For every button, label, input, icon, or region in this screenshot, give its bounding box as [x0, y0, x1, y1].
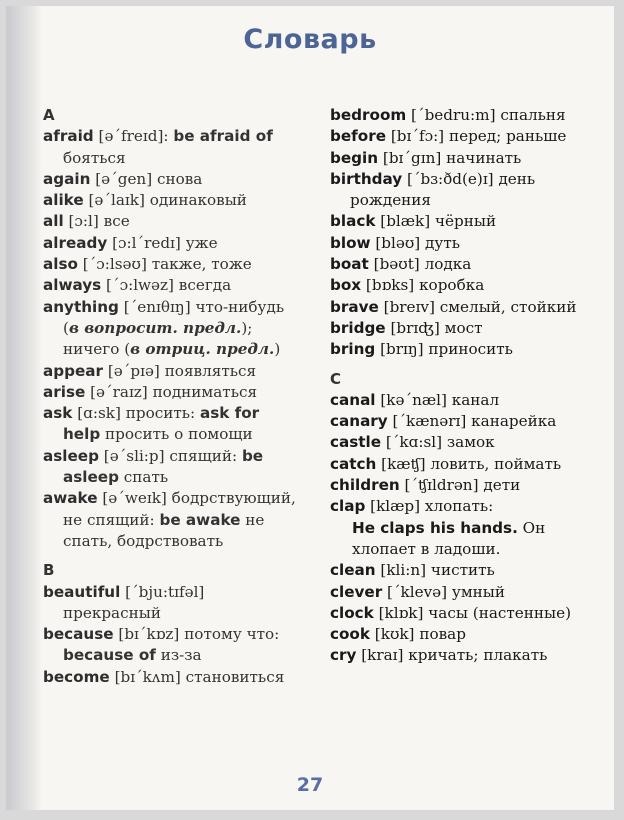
translation: потому что:	[184, 625, 280, 644]
pronunciation: [əˊraɪz]	[85, 382, 153, 401]
headword: blow	[330, 233, 371, 252]
dictionary-entry	[43, 488, 301, 552]
pronunciation: [ˊbedru:m]	[406, 106, 501, 124]
headword: clever	[330, 582, 383, 601]
headword: black	[330, 212, 376, 231]
pronunciation: [əˊfreɪd]:	[93, 127, 174, 146]
dictionary-entry	[43, 582, 301, 625]
dictionary-entry	[330, 148, 602, 169]
translation: чистить	[430, 561, 495, 580]
pronunciation: [kli:n]	[375, 561, 431, 580]
dictionary-entry	[43, 667, 301, 688]
dictionary-entry	[43, 624, 301, 667]
translation: замок	[446, 433, 495, 452]
pronunciation: [ˊbju:tɪfəl]	[120, 582, 205, 601]
dictionary-entry	[43, 211, 301, 232]
pronunciation: [əˊgen]	[90, 169, 157, 188]
headword: arise	[43, 382, 86, 401]
pronunciation: [klɒk]	[373, 603, 429, 622]
usage-example	[330, 518, 602, 561]
headword: awake	[43, 489, 98, 508]
pronunciation: [klæp]	[365, 497, 425, 516]
dictionary-entry	[330, 339, 602, 360]
translation: одинаковый	[149, 191, 247, 210]
translation: ловить, поймать	[430, 454, 562, 473]
pronunciation: [kæʧ]	[376, 454, 431, 473]
translation: появляться	[164, 361, 257, 380]
dictionary-entry	[43, 190, 301, 211]
pronunciation: [bɪˊfɔ:]	[386, 127, 449, 146]
pronunciation: [brɪŋ]	[375, 340, 429, 359]
headword: canary	[330, 412, 388, 431]
dictionary-entry	[330, 390, 602, 411]
headword: because	[43, 625, 114, 644]
page-title: Словарь	[243, 24, 377, 55]
translation: ); ничего (	[63, 318, 253, 359]
translation: канарейка	[471, 412, 557, 431]
dictionary-entry	[330, 624, 602, 645]
pronunciation: [bɪˊgɪn]	[378, 148, 447, 167]
dictionary-entry	[330, 496, 602, 517]
translation: спать	[118, 468, 169, 487]
translation: всегда	[178, 276, 232, 295]
translation: )	[274, 340, 281, 359]
pronunciation: [ɔ:l]	[63, 212, 104, 231]
dictionary-entry	[330, 297, 602, 318]
translation: мост	[444, 318, 483, 337]
pronunciation: [bəʊt]	[368, 255, 425, 274]
dictionary-entry	[330, 318, 602, 339]
translation: умный	[451, 582, 506, 601]
translation: уже	[185, 233, 218, 252]
dictionary-entry	[330, 645, 602, 666]
translation: часы (настенные)	[428, 603, 572, 622]
headword: castle	[330, 433, 382, 452]
headword: also	[43, 255, 78, 274]
dictionary-entry	[330, 475, 602, 496]
pronunciation: [ˊklevə]	[382, 582, 452, 601]
headword: brave	[330, 297, 379, 316]
translation: не спать, бодрствовать	[63, 510, 265, 550]
translation: начинать	[446, 148, 522, 167]
pronunciation: [blæk]	[375, 212, 436, 231]
pronunciation: [bɒks]	[361, 276, 420, 295]
headword: cry	[330, 646, 357, 665]
translation: канал	[451, 390, 500, 409]
dictionary-entry	[330, 169, 602, 212]
pronunciation: [kʊk]	[369, 625, 420, 644]
translation: смелый, стойкий	[439, 297, 577, 316]
usage-note: в отриц. предл.	[130, 340, 275, 359]
headword: children	[330, 476, 400, 495]
dictionary-entry	[330, 233, 602, 254]
headword: beautiful	[43, 582, 121, 601]
usage-note: в вопросит. предл.	[68, 318, 242, 337]
translation: хлопать:	[424, 497, 494, 516]
headword: clock	[330, 603, 374, 622]
headword: bridge	[330, 318, 386, 337]
headword: anything	[43, 297, 119, 316]
headword: alike	[43, 191, 84, 210]
dictionary-entry	[330, 560, 602, 581]
pronunciation: [əˊsli:p]	[98, 446, 170, 465]
headword: bring	[330, 340, 376, 359]
dictionary-entry	[330, 254, 602, 275]
headword: before	[330, 127, 387, 146]
pronunciation: [ɑ:sk]	[72, 404, 126, 423]
pronunciation: [kraɪ]	[356, 646, 409, 665]
section-letter: C	[330, 369, 342, 388]
headword: birthday	[330, 169, 403, 188]
pronunciation: [kəˊnæl]	[375, 390, 452, 409]
section-letter: A	[43, 106, 55, 124]
pronunciation: [ˊkɑ:sl]	[381, 433, 447, 452]
dictionary-entry	[43, 297, 301, 361]
dictionary-entry	[330, 454, 602, 475]
dictionary-entry	[330, 603, 602, 624]
pronunciation: [əˊpɪə]	[103, 361, 165, 380]
headword: box	[330, 276, 362, 295]
dictionary-entry	[330, 126, 602, 147]
translation: Он хлопает в ладоши.	[352, 518, 546, 558]
dictionary-entry	[330, 432, 602, 453]
pronunciation: [ˊɔ:lwəz]	[101, 276, 179, 295]
translation: также, тоже	[151, 255, 252, 274]
right-column	[330, 105, 602, 667]
headword: appear	[43, 361, 104, 380]
translation: что-нибудь (	[63, 297, 285, 337]
translation: лодка	[424, 255, 472, 274]
translation: спящий:	[169, 446, 242, 465]
pronunciation: [brɪʤ]	[385, 318, 445, 337]
phrase: ask for help	[63, 404, 260, 444]
phrase: be asleep	[63, 446, 264, 487]
headword: clean	[330, 561, 376, 580]
translation: кричать; плакать	[408, 646, 548, 665]
translation: просить:	[125, 404, 200, 423]
headword: again	[43, 169, 91, 188]
dictionary-entry	[330, 105, 602, 126]
dictionary-entry	[43, 361, 301, 382]
translation: коробка	[419, 276, 485, 295]
dictionary-entry	[330, 211, 602, 232]
translation: дуть	[425, 233, 461, 252]
pronunciation: [bləʊ]	[370, 233, 426, 252]
pronunciation: [əˊweɪk]	[97, 489, 172, 508]
translation: бодрствующий, не спящий:	[63, 489, 296, 529]
pronunciation: [ˊʧɪldrən]	[399, 476, 484, 495]
translation: спальня	[500, 106, 566, 124]
headword: canal	[330, 390, 376, 409]
dictionary-page	[6, 6, 614, 810]
dictionary-entry	[330, 275, 602, 296]
translation: все	[103, 212, 130, 231]
translation: приносить	[428, 340, 513, 359]
translation: повар	[419, 625, 466, 644]
translation: из-за	[155, 646, 202, 665]
headword: bedroom	[330, 106, 407, 124]
pronunciation: [breɪv]	[378, 297, 440, 316]
translation: снова	[156, 169, 203, 188]
pronunciation: [əˊlaɪk]	[83, 191, 150, 210]
translation: становиться	[185, 667, 285, 686]
headword: afraid	[43, 127, 94, 146]
phrase: be awake	[159, 510, 241, 529]
page-gutter-shadow	[6, 6, 42, 810]
translation: день рождения	[350, 169, 536, 210]
pronunciation: [ˊɔ:lsəʊ]	[77, 255, 152, 274]
dictionary-entry	[43, 254, 301, 275]
phrase: because of	[63, 646, 156, 665]
dictionary-entry	[43, 126, 301, 169]
pronunciation: [ˊbɜ:ðd(e)ɪ]	[402, 169, 499, 188]
page-number: 27	[296, 774, 324, 796]
translation: прекрасный	[63, 603, 161, 622]
translation: подниматься	[152, 382, 258, 401]
dictionary-entry	[43, 403, 301, 446]
dictionary-entry	[330, 411, 602, 432]
pronunciation: [bɪˊkʌm]	[109, 667, 186, 686]
pronunciation: [ˊkænərɪ]	[387, 412, 472, 431]
headword: boat	[330, 255, 369, 274]
headword: become	[43, 667, 110, 686]
translation: бояться	[63, 148, 126, 167]
left-column	[43, 105, 301, 688]
headword: clap	[330, 497, 366, 516]
dictionary-entry	[43, 446, 301, 489]
dictionary-entry	[43, 169, 301, 190]
headword: asleep	[43, 446, 99, 465]
dictionary-entry	[330, 582, 602, 603]
translation: дети	[483, 476, 521, 495]
headword: already	[43, 233, 108, 252]
dictionary-entry	[43, 382, 301, 403]
headword: cook	[330, 625, 370, 644]
pronunciation: [bɪˊkɒz]	[113, 625, 185, 644]
headword: begin	[330, 148, 379, 167]
pronunciation: [ˊenɪθɪŋ]	[118, 297, 196, 316]
dictionary-entry	[43, 275, 301, 296]
translation: чёрный	[435, 212, 497, 231]
headword: always	[43, 276, 102, 295]
headword: ask	[43, 404, 73, 423]
phrase: be afraid of	[173, 127, 273, 146]
pronunciation: [ɔ:lˊredɪ]	[107, 233, 186, 252]
section-letter: B	[43, 561, 55, 580]
translation: перед; раньше	[448, 127, 567, 146]
translation: просить о помощи	[100, 425, 253, 444]
dictionary-entry	[43, 233, 301, 254]
headword: all	[43, 212, 64, 231]
headword: catch	[330, 454, 377, 473]
phrase: He claps his hands.	[352, 518, 518, 537]
